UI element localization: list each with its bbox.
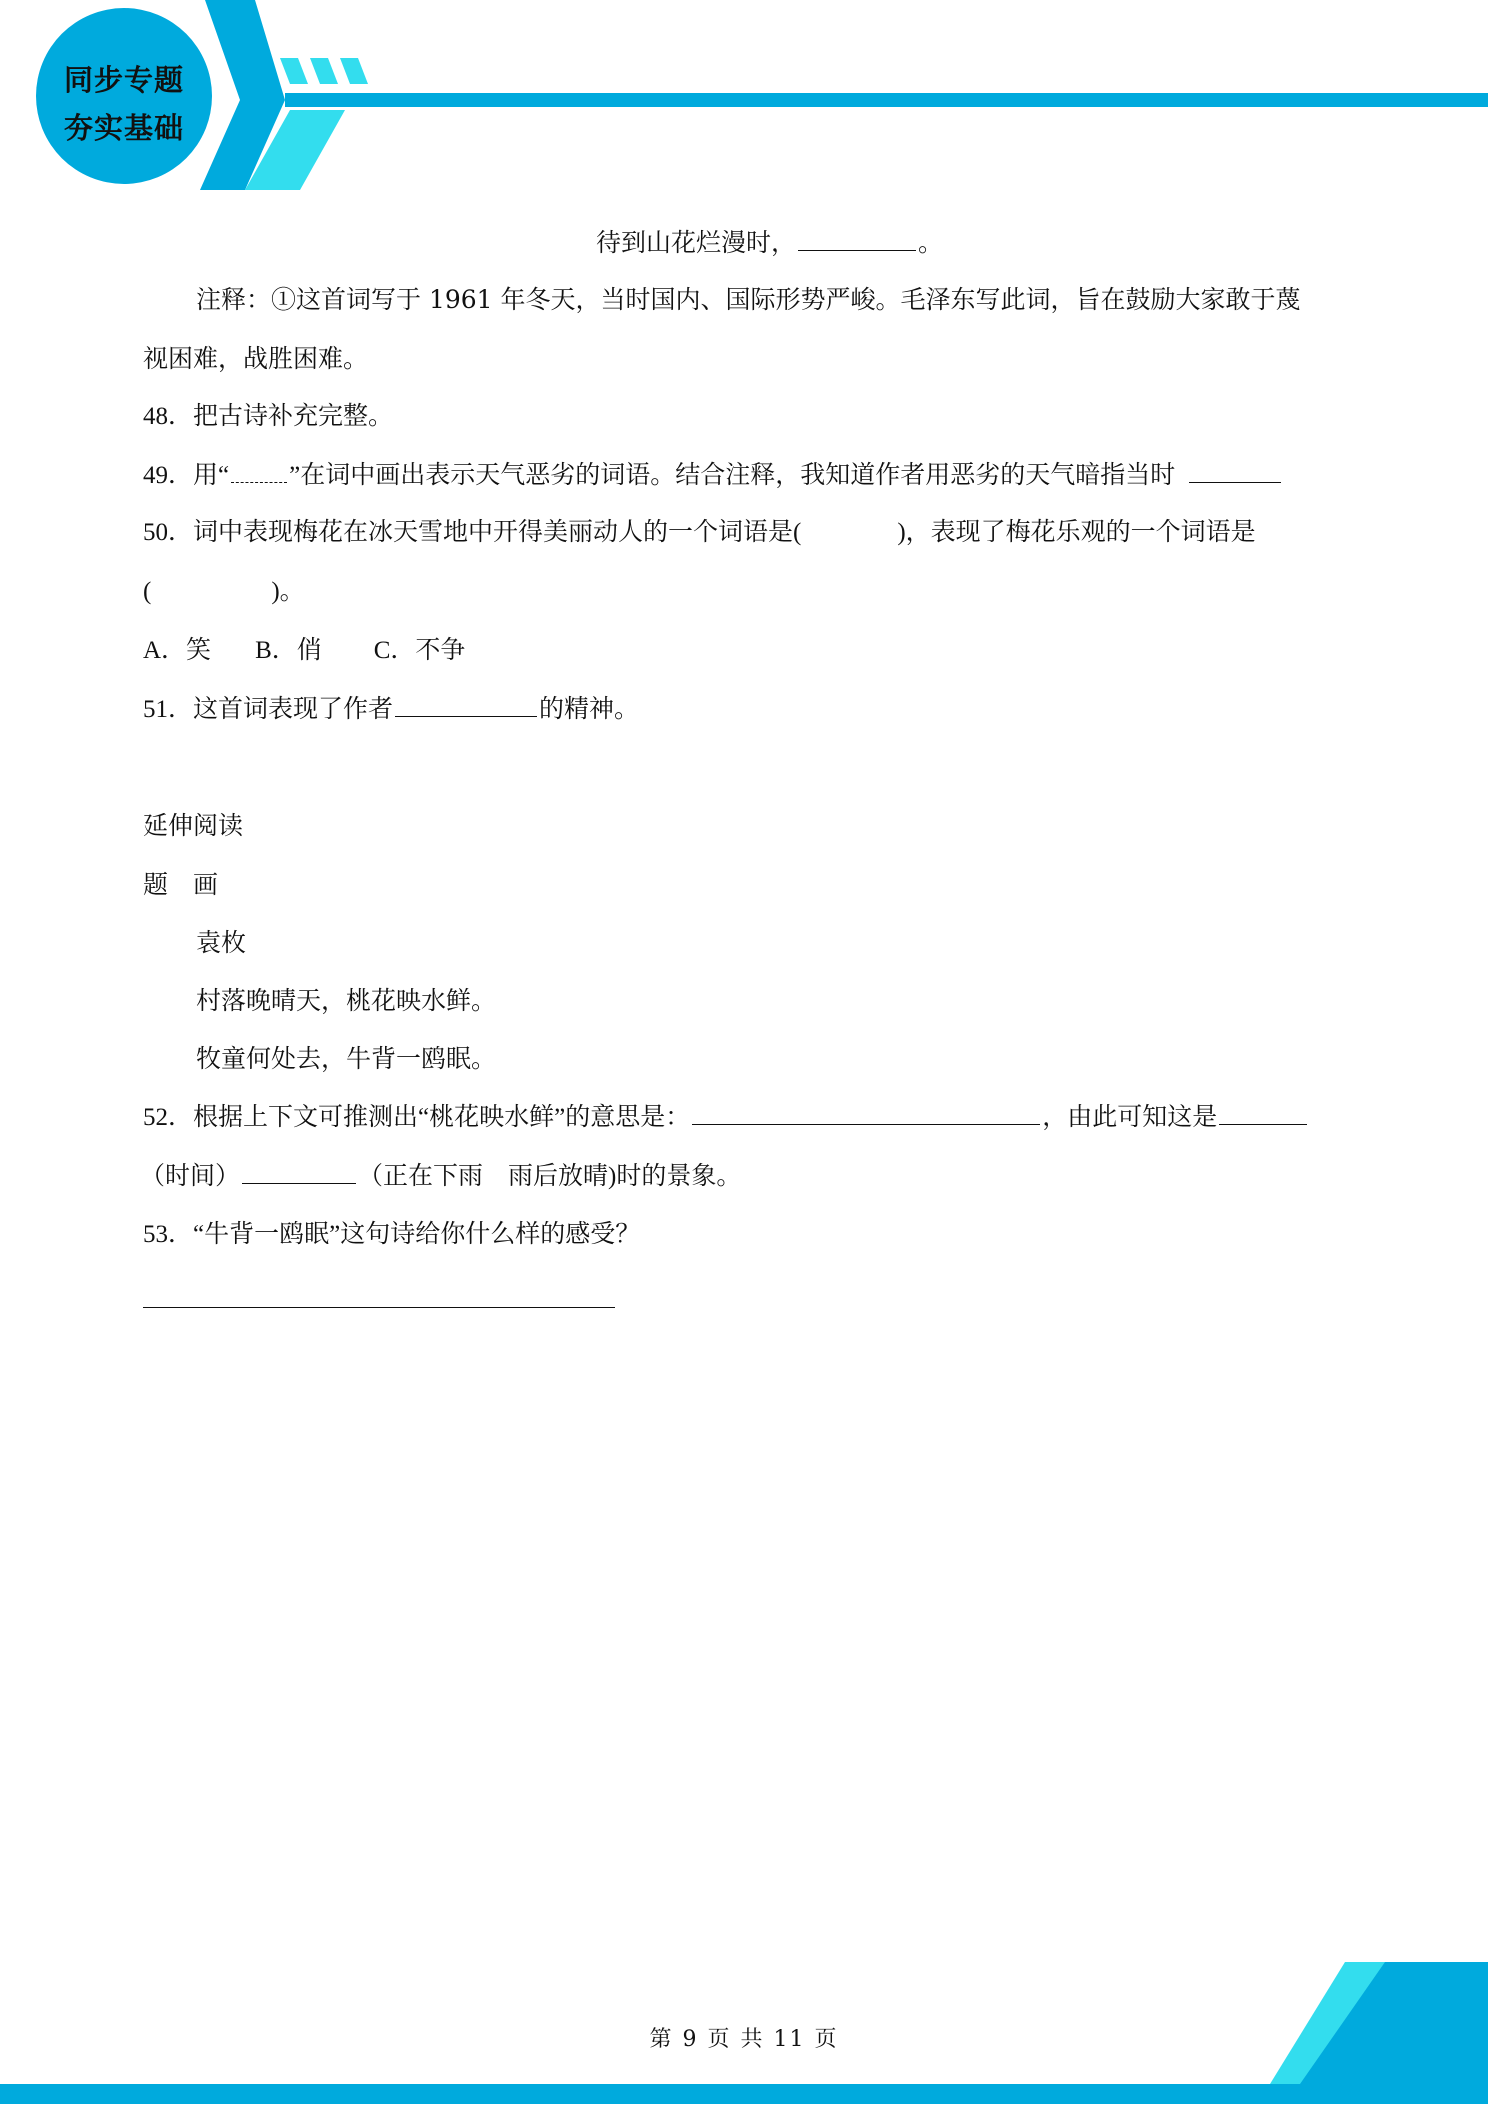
footer-bar [0,2084,1488,2104]
poem-2-title: 题 画 [143,870,219,899]
question-52-prefix: 52．根据上下文可推测出“桃花映水鲜”的意思是： [143,1104,691,1131]
question-50-line-1 [143,516,1256,550]
answer-blank[interactable] [692,1100,1040,1125]
banner-stripe [280,58,308,84]
option-c[interactable]: C．不争 [373,637,466,664]
question-50-text-c: ( [143,578,152,605]
banner-stripe [310,58,338,84]
poem-last-line-suffix: 。 [918,228,944,257]
question-53: 53．“牛背一鸥眠”这句诗给你什么样的感受？ [143,1221,641,1248]
question-52-line-1 [143,1100,1309,1135]
question-50-line-2 [143,575,305,609]
question-51-prefix: 51．这首词表现了作者 [143,696,394,723]
answer-blank[interactable] [1219,1100,1307,1125]
question-50-text-b: )，表现了梅花乐观的一个词语是 [897,519,1256,546]
question-52-line-2 [140,1159,741,1194]
header-banner [0,0,1488,200]
question-51 [143,692,639,727]
question-51-suffix: 的精神。 [539,696,640,723]
question-48: 48．把古诗补充完整。 [143,403,394,430]
question-52-middle: ，由此可知这是 [1042,1104,1218,1131]
question-50-options [143,634,465,668]
underline-sample [231,458,287,483]
banner-bar [285,93,1488,107]
question-49-prefix: 49．用“ [143,462,230,489]
extended-reading-heading: 延伸阅读 [143,813,244,840]
option-a[interactable]: A．笑 [143,637,212,664]
footer-banner [0,1954,1488,2104]
page-number: 第 9 页 共 11 页 [649,2027,839,2052]
note-line-1: 注释：①这首词写于 1961 年冬天，当时国内、国际形势严峻。毛泽东写此词，旨在鼓励大家敢于蔑 [196,285,1301,314]
answer-blank[interactable] [798,226,916,251]
note-line-2: 视困难，战胜困难。 [143,344,369,373]
poem-2-line-2: 牧童何处去，牛背一鸥眠。 [196,1044,497,1073]
question-50-text-a: 50．词中表现梅花在冰天雪地中开得美丽动人的一个词语是( [143,519,802,546]
poem-2-line-1: 村落晚晴天，桃花映水鲜。 [196,986,497,1015]
answer-line[interactable] [143,1307,615,1308]
poem-2-author: 袁枚 [196,928,247,957]
poem-last-line-prefix: 待到山花烂漫时， [596,228,797,257]
poem-last-line [596,226,943,260]
banner-stripe [340,58,368,84]
answer-blank[interactable] [242,1159,356,1184]
answer-blank[interactable] [395,692,537,717]
badge-line-2: 夯实基础 [63,111,184,145]
question-49-middle: ”在词中画出表示天气恶劣的词语。结合注释，我知道作者用恶劣的天气暗指当时 [289,462,1176,489]
answer-blank[interactable] [1189,458,1281,483]
question-52-time-label: （时间） [140,1163,241,1190]
question-49 [143,458,1283,493]
badge-line-1: 同步专题 [63,63,184,97]
question-50-text-d: )。 [271,578,305,605]
option-b[interactable]: B．俏 [255,637,322,664]
question-52-choices: （正在下雨 雨后放晴)时的景象。 [358,1163,742,1190]
